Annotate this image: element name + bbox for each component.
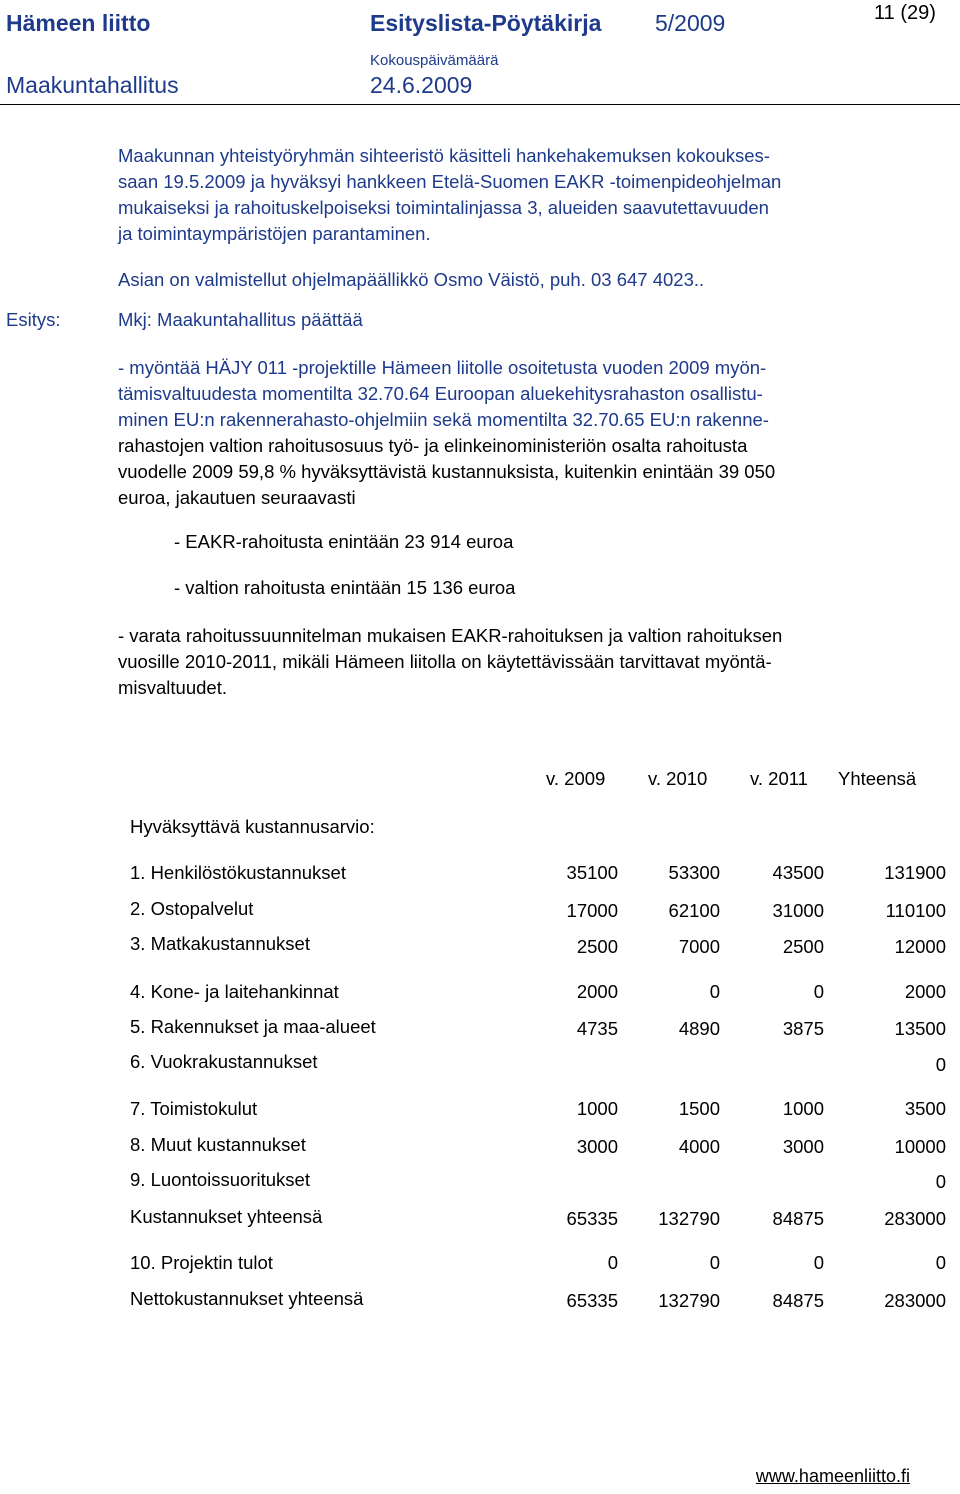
proposal-line: misvaltuudet. — [118, 677, 227, 698]
cell: 2500 — [576, 936, 618, 957]
row-label: Kustannukset yhteensä — [130, 1206, 323, 1227]
cell: 13500 — [894, 1018, 946, 1039]
proposal-line: euroa, jakautuen seuraavasti — [118, 487, 356, 508]
cell: 132790 — [658, 1208, 720, 1229]
proposal-line: vuodelle 2009 59,8 % hyväksyttävistä kustannuksista, kuitenkin enintään 39 050 — [118, 461, 776, 482]
cell: 10000 — [894, 1136, 946, 1157]
cell: 0 — [935, 1171, 946, 1192]
cell: 2000 — [576, 981, 618, 1002]
intro-line: ja toimintaympäristöjen parantaminen. — [118, 223, 431, 244]
cell: 3000 — [782, 1136, 824, 1157]
budget-title: Hyväksyttävä kustannusarvio: — [130, 816, 375, 837]
row-label: 8. Muut kustannukset — [130, 1134, 306, 1155]
row-label: 6. Vuokrakustannukset — [130, 1051, 318, 1072]
cell: 53300 — [668, 862, 720, 883]
cell: 17000 — [566, 900, 618, 921]
proposal-line: vuosille 2010-2011, mikäli Hämeen liitolla on käytettävissään tarvittavat myöntä- — [118, 651, 772, 672]
proposal-label: Esitys: — [6, 309, 61, 330]
cell: 3875 — [782, 1018, 824, 1039]
cell: 1000 — [782, 1098, 824, 1119]
cell: 0 — [935, 1054, 946, 1075]
cell: 1500 — [678, 1098, 720, 1119]
row-label: 1. Henkilöstökustannukset — [130, 862, 346, 883]
cell: 2000 — [904, 981, 946, 1002]
cell: 0 — [813, 1252, 824, 1273]
cell: 35100 — [566, 862, 618, 883]
column-header: Yhteensä — [838, 768, 917, 789]
intro-line: Maakunnan yhteistyöryhmän sihteeristö käsitteli hankehakemuksen kokoukses- — [118, 145, 770, 166]
eakr-funding: - EAKR-rahoitusta enintään 23 914 euroa — [174, 531, 514, 552]
proposal-line: - varata rahoitussuunnitelman mukaisen EAKR-rahoituksen ja valtion rahoituksen — [118, 625, 783, 646]
row-label: 9. Luontoissuoritukset — [130, 1169, 310, 1190]
date-label: Kokouspäivämäärä — [370, 52, 499, 69]
row-label: 10. Projektin tulot — [130, 1252, 273, 1273]
cell: 0 — [935, 1252, 946, 1273]
cell: 2500 — [782, 936, 824, 957]
intro-line: mukaiseksi ja rahoituskelpoiseksi toimintalinjassa 3, alueiden saavutettavuuden — [118, 197, 769, 218]
org-name: Hämeen liitto — [6, 10, 151, 36]
state-funding: - valtion rahoitusta enintään 15 136 euroa — [174, 577, 516, 598]
cell: 283000 — [884, 1208, 946, 1229]
proposal-line: minen EU:n rakennerahasto-ohjelmiin sekä momentilta 32.70.65 EU:n rakenne- — [118, 409, 769, 430]
cell: 65335 — [566, 1208, 618, 1229]
cell: 0 — [709, 981, 720, 1002]
row-label: 3. Matkakustannukset — [130, 933, 310, 954]
cell: 132790 — [658, 1290, 720, 1311]
cell: 110100 — [885, 900, 946, 921]
body-name: Maakuntahallitus — [6, 72, 179, 98]
cell: 84875 — [772, 1208, 824, 1229]
preparer-info: Asian on valmistellut ohjelmapäällikkö Osmo Väistö, puh. 03 647 4023.. — [118, 269, 705, 290]
cell: 43500 — [772, 862, 824, 883]
cell: 4735 — [576, 1018, 618, 1039]
intro-line: saan 19.5.2009 ja hyväksyi hankkeen Etelä-Suomen EAKR -toimenpideohjelman — [118, 171, 782, 192]
cell: 12000 — [894, 936, 946, 957]
document-type: Esityslista-Pöytäkirja — [370, 10, 602, 36]
cell: 0 — [607, 1252, 618, 1273]
cell: 4890 — [678, 1018, 720, 1039]
row-label: Nettokustannukset yhteensä — [130, 1288, 364, 1309]
cell: 7000 — [678, 936, 720, 957]
page-number: 11 (29) — [874, 2, 936, 24]
row-label: 5. Rakennukset ja maa-alueet — [130, 1016, 376, 1037]
proposal-line: rahastojen valtion rahoitusosuus työ- ja elinkeinoministeriön osalta rahoitusta — [118, 435, 748, 456]
cell: 0 — [709, 1252, 720, 1273]
proposal-line: - myöntää HÄJY 011 -projektille Hämeen liitolle osoitetusta vuoden 2009 myön- — [118, 357, 767, 378]
cell: 283000 — [884, 1290, 946, 1311]
column-header: v. 2009 — [546, 768, 606, 789]
cell: 4000 — [678, 1136, 720, 1157]
footer-website-link[interactable]: www.hameenliitto.fi — [755, 1466, 910, 1486]
cell: 84875 — [772, 1290, 824, 1311]
row-label: 2. Ostopalvelut — [130, 898, 254, 919]
cell: 3500 — [904, 1098, 946, 1119]
cell: 3000 — [576, 1136, 618, 1157]
row-label: 4. Kone- ja laitehankinnat — [130, 981, 339, 1002]
proposal-heading: Mkj: Maakuntahallitus päättää — [118, 309, 363, 330]
cell: 1000 — [576, 1098, 618, 1119]
meeting-date: 24.6.2009 — [370, 72, 473, 98]
row-label: 7. Toimistokulut — [130, 1098, 258, 1119]
document-number: 5/2009 — [655, 10, 726, 36]
header-rule — [0, 104, 960, 105]
cell: 131900 — [884, 862, 946, 883]
cell: 62100 — [668, 900, 720, 921]
column-header: v. 2011 — [750, 768, 808, 789]
cell: 65335 — [566, 1290, 618, 1311]
proposal-line: tämisvaltuudesta momentilta 32.70.64 Euroopan aluekehitysrahaston osallistu- — [118, 383, 763, 404]
column-header: v. 2010 — [648, 768, 708, 789]
cell: 31000 — [772, 900, 824, 921]
cell: 0 — [813, 981, 824, 1002]
